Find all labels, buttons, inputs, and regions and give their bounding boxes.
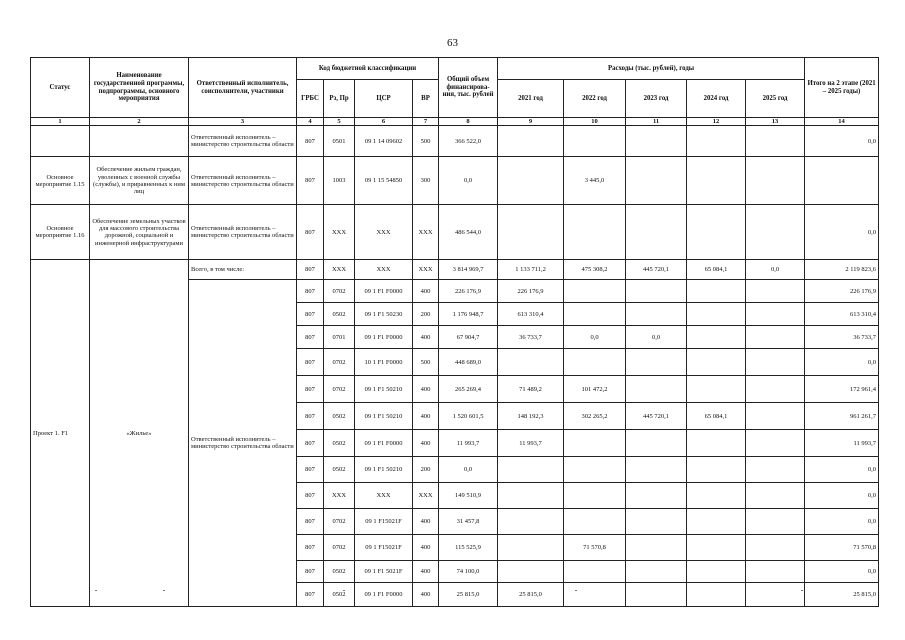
cell-name [90, 126, 189, 157]
cell-2023: 445 720,1 [626, 260, 687, 280]
cell-vr: 200 [413, 303, 439, 326]
cell-sum: 0,0 [805, 205, 879, 260]
cell-rzpr: 0502 [324, 430, 355, 457]
cell-2024 [687, 509, 746, 535]
cell-csr: 09 1 15 54850 [355, 157, 413, 205]
cell-2023: 0,0 [626, 326, 687, 349]
cell-grbs: 807 [297, 280, 324, 303]
cell-total: 74 100,0 [439, 561, 498, 583]
cell-2023 [626, 205, 687, 260]
cell-2024 [687, 303, 746, 326]
cell-total: 3 814 969,7 [439, 260, 498, 280]
cell-2025 [746, 457, 805, 483]
cell-csr: 09 1 F1 F0000 [355, 430, 413, 457]
cell-2021: 71 489,2 [498, 376, 564, 403]
cell-2021 [498, 483, 564, 509]
cell-vr: 400 [413, 561, 439, 583]
cell-2025 [746, 535, 805, 561]
cell-2021 [498, 205, 564, 260]
cell-vr: 400 [413, 583, 439, 607]
cell-rzpr: 0502 [324, 583, 355, 607]
cell-responsible: Ответственный исполнитель – министерство строительства области [189, 157, 297, 205]
header-2022: 2022 год [564, 80, 626, 118]
cell-2022 [564, 349, 626, 376]
cell-sum: 2 119 823,6 [805, 260, 879, 280]
cell-rzpr: 0701 [324, 326, 355, 349]
cell-2024: 65 084,1 [687, 260, 746, 280]
cell-vr: 400 [413, 535, 439, 561]
cell-2021 [498, 126, 564, 157]
cell-2024 [687, 349, 746, 376]
cell-2023: 445 720,1 [626, 403, 687, 430]
table-row [31, 157, 879, 205]
cell-2021 [498, 535, 564, 561]
page-number: 63 [447, 37, 458, 49]
cell-2023 [626, 157, 687, 205]
cell-name: Обеспечение жильем граждан, уволенных с военной службы (службы), и приравненных к ним лиц [90, 157, 189, 205]
cell-2023 [626, 457, 687, 483]
cell-2021 [498, 561, 564, 583]
scan-specks [0, 590, 905, 600]
cell-vr: XXX [413, 483, 439, 509]
cell-csr: 09 1 F1 F0000 [355, 280, 413, 303]
column-number: 8 [439, 118, 498, 126]
cell-total: 0,0 [439, 157, 498, 205]
header-2023: 2023 год [626, 80, 687, 118]
header-2025: 2025 год [746, 80, 805, 118]
cell-2025 [746, 483, 805, 509]
cell-vr: 500 [413, 349, 439, 376]
cell-2023 [626, 280, 687, 303]
cell-grbs: 807 [297, 157, 324, 205]
cell-total: 1 176 948,7 [439, 303, 498, 326]
cell-rzpr: XXX [324, 260, 355, 280]
cell-vr: 400 [413, 376, 439, 403]
cell-csr: 10 1 F1 F0000 [355, 349, 413, 376]
cell-responsible: Всего, в том числе: [189, 260, 297, 280]
column-number: 2 [90, 118, 189, 126]
table-row [31, 126, 879, 157]
cell-grbs: 807 [297, 535, 324, 561]
cell-status: Основное мероприятие 1.15 [31, 157, 90, 205]
cell-total: 31 457,8 [439, 509, 498, 535]
cell-sum: 0,0 [805, 126, 879, 157]
cell-total: 1 520 601,5 [439, 403, 498, 430]
column-number: 10 [564, 118, 626, 126]
cell-total: 448 689,0 [439, 349, 498, 376]
cell-2022: 302 265,2 [564, 403, 626, 430]
cell-2021: 1 133 711,2 [498, 260, 564, 280]
cell-sum: 961 261,7 [805, 403, 879, 430]
cell-vr: XXX [413, 260, 439, 280]
cell-rzpr: XXX [324, 483, 355, 509]
cell-rzpr: XXX [324, 205, 355, 260]
cell-2024 [687, 376, 746, 403]
cell-csr: 09 1 F1 50230 [355, 303, 413, 326]
cell-sum: 0,0 [805, 457, 879, 483]
cell-2023 [626, 483, 687, 509]
cell-2022 [564, 205, 626, 260]
cell-grbs: 807 [297, 326, 324, 349]
cell-csr: XXX [355, 205, 413, 260]
table-row [31, 205, 879, 260]
cell-csr: 09 1 F15021F [355, 509, 413, 535]
cell-sum: 226 176,9 [805, 280, 879, 303]
cell-csr: 09 1 F1 5021F [355, 561, 413, 583]
cell-csr: 09 1 14 09602 [355, 126, 413, 157]
cell-responsible: Ответственный исполнитель – министерство строительства области [189, 280, 297, 607]
cell-total: 0,0 [439, 457, 498, 483]
cell-2022 [564, 303, 626, 326]
cell-rzpr: 0702 [324, 280, 355, 303]
header-expenses: Расходы (тыс. рублей), годы [498, 58, 805, 80]
cell-csr: XXX [355, 260, 413, 280]
cell-vr: 400 [413, 280, 439, 303]
cell-total: 11 993,7 [439, 430, 498, 457]
cell-total: 366 522,0 [439, 126, 498, 157]
cell-rzpr: 1003 [324, 157, 355, 205]
cell-2021: 226 176,9 [498, 280, 564, 303]
cell-sum [805, 157, 879, 205]
cell-status: Проект 1. F1 [31, 260, 90, 607]
cell-total: 226 176,9 [439, 280, 498, 303]
cell-vr: 400 [413, 509, 439, 535]
cell-2022 [564, 561, 626, 583]
column-number: 14 [805, 118, 879, 126]
cell-2025 [746, 157, 805, 205]
cell-rzpr: 0702 [324, 349, 355, 376]
cell-2024 [687, 205, 746, 260]
cell-2023 [626, 535, 687, 561]
header-rzpr: Рз, Пр [324, 80, 355, 118]
column-number: 1 [31, 118, 90, 126]
cell-2023 [626, 430, 687, 457]
cell-2024 [687, 126, 746, 157]
budget-table [30, 57, 879, 607]
cell-2023 [626, 349, 687, 376]
cell-grbs: 807 [297, 561, 324, 583]
cell-vr: 400 [413, 326, 439, 349]
cell-name: Обеспечение земельных участков для массового строительства дорожной, социальной и инженерной инфраструктурами [90, 205, 189, 260]
cell-2025: 0,0 [746, 260, 805, 280]
header-responsible: Ответственный исполнитель, соисполнители, участники [189, 58, 297, 118]
column-number: 6 [355, 118, 413, 126]
cell-rzpr: 0502 [324, 403, 355, 430]
cell-vr: 500 [413, 126, 439, 157]
column-number: 12 [687, 118, 746, 126]
cell-2025 [746, 126, 805, 157]
cell-2022 [564, 430, 626, 457]
cell-2021: 11 993,7 [498, 430, 564, 457]
cell-sum: 613 310,4 [805, 303, 879, 326]
cell-rzpr: 0702 [324, 535, 355, 561]
cell-2021 [498, 349, 564, 376]
header-total: Общий объем финансирова-ния, тыс. рублей [439, 58, 498, 118]
cell-rzpr: 0502 [324, 303, 355, 326]
cell-2023 [626, 509, 687, 535]
header-result: Итого на 2 этапе (2021 – 2025 годы) [805, 58, 879, 118]
header-2024: 2024 год [687, 80, 746, 118]
cell-2024: 65 084,1 [687, 403, 746, 430]
cell-2021: 613 310,4 [498, 303, 564, 326]
cell-grbs: 807 [297, 509, 324, 535]
cell-total: 67 904,7 [439, 326, 498, 349]
cell-grbs: 807 [297, 260, 324, 280]
cell-grbs: 807 [297, 349, 324, 376]
cell-csr: 09 1 F1 50210 [355, 403, 413, 430]
cell-grbs: 807 [297, 457, 324, 483]
cell-csr: 09 1 F1 50210 [355, 457, 413, 483]
cell-csr: 09 1 F1 F0000 [355, 326, 413, 349]
cell-2021 [498, 157, 564, 205]
cell-2021: 148 192,3 [498, 403, 564, 430]
cell-2022 [564, 483, 626, 509]
cell-2021: 25 815,0 [498, 583, 564, 607]
cell-vr: 200 [413, 457, 439, 483]
cell-2025 [746, 205, 805, 260]
cell-total: 486 544,0 [439, 205, 498, 260]
cell-total: 265 269,4 [439, 376, 498, 403]
cell-2025 [746, 326, 805, 349]
cell-2022 [564, 280, 626, 303]
cell-2025 [746, 509, 805, 535]
scan-speck [575, 590, 577, 591]
cell-csr: 09 1 F15021F [355, 535, 413, 561]
header-budget-code: Код бюджетной классификации [297, 58, 439, 80]
cell-2025 [746, 280, 805, 303]
cell-2025 [746, 376, 805, 403]
cell-sum: 172 961,4 [805, 376, 879, 403]
cell-vr: 400 [413, 430, 439, 457]
cell-grbs: 807 [297, 483, 324, 509]
header-name: Наименование государственной программы, подпрограммы, основного мероприятия [90, 58, 189, 118]
header-vr: ВР [413, 80, 439, 118]
cell-sum: 0,0 [805, 483, 879, 509]
cell-total: 149 510,9 [439, 483, 498, 509]
column-number: 5 [324, 118, 355, 126]
cell-2022: 71 570,8 [564, 535, 626, 561]
column-number: 9 [498, 118, 564, 126]
cell-2025 [746, 403, 805, 430]
cell-2024 [687, 326, 746, 349]
cell-responsible: Ответственный исполнитель – министерство строительства области [189, 205, 297, 260]
cell-grbs: 807 [297, 583, 324, 607]
scan-speck [343, 590, 345, 591]
cell-grbs: 807 [297, 376, 324, 403]
cell-2023 [626, 126, 687, 157]
cell-2021 [498, 509, 564, 535]
cell-2021 [498, 457, 564, 483]
cell-2025 [746, 561, 805, 583]
cell-grbs: 807 [297, 430, 324, 457]
cell-grbs: 807 [297, 403, 324, 430]
cell-2022: 101 472,2 [564, 376, 626, 403]
header-csr: ЦСР [355, 80, 413, 118]
header-status: Статус [31, 58, 90, 118]
column-number: 13 [746, 118, 805, 126]
column-number: 3 [189, 118, 297, 126]
cell-status: Основное мероприятие 1.16 [31, 205, 90, 260]
cell-csr: 09 1 F1 50210 [355, 376, 413, 403]
cell-2024 [687, 430, 746, 457]
column-number: 7 [413, 118, 439, 126]
scan-speck [163, 590, 165, 591]
cell-2024 [687, 157, 746, 205]
cell-sum: 0,0 [805, 561, 879, 583]
cell-2022: 0,0 [564, 326, 626, 349]
column-number: 11 [626, 118, 687, 126]
cell-rzpr: 0702 [324, 509, 355, 535]
cell-csr: 09 1 F1 F0000 [355, 583, 413, 607]
header-2021: 2021 год [498, 80, 564, 118]
cell-2025 [746, 303, 805, 326]
cell-2023 [626, 303, 687, 326]
cell-sum: 25 815,0 [805, 583, 879, 607]
cell-2024 [687, 535, 746, 561]
column-number: 4 [297, 118, 324, 126]
cell-sum: 71 570,8 [805, 535, 879, 561]
cell-grbs: 807 [297, 205, 324, 260]
cell-2025 [746, 430, 805, 457]
cell-2022: 3 445,0 [564, 157, 626, 205]
scan-speck [95, 590, 97, 591]
header-grbs: ГРБС [297, 80, 324, 118]
cell-2022 [564, 457, 626, 483]
cell-rzpr: 0502 [324, 457, 355, 483]
cell-sum: 36 733,7 [805, 326, 879, 349]
cell-responsible: Ответственный исполнитель – министерство строительства области [189, 126, 297, 157]
cell-sum: 0,0 [805, 349, 879, 376]
table-row [31, 260, 879, 280]
cell-csr: XXX [355, 483, 413, 509]
cell-2024 [687, 561, 746, 583]
cell-vr: 400 [413, 403, 439, 430]
cell-2021: 36 733,7 [498, 326, 564, 349]
cell-total: 115 525,9 [439, 535, 498, 561]
cell-name: «Жилье» [90, 260, 189, 607]
cell-2022 [564, 126, 626, 157]
cell-sum: 0,0 [805, 509, 879, 535]
cell-rzpr: 0702 [324, 376, 355, 403]
cell-grbs: 807 [297, 303, 324, 326]
cell-sum: 11 993,7 [805, 430, 879, 457]
cell-2024 [687, 457, 746, 483]
cell-2024 [687, 483, 746, 509]
cell-2023 [626, 376, 687, 403]
cell-total: 25 815,0 [439, 583, 498, 607]
cell-status [31, 126, 90, 157]
scan-speck [801, 590, 803, 591]
cell-2025 [746, 349, 805, 376]
cell-2022 [564, 509, 626, 535]
cell-vr: 300 [413, 157, 439, 205]
cell-rzpr: 0502 [324, 561, 355, 583]
cell-grbs: 807 [297, 126, 324, 157]
cell-2022: 475 308,2 [564, 260, 626, 280]
cell-vr: XXX [413, 205, 439, 260]
cell-2023 [626, 561, 687, 583]
column-number-row [31, 118, 879, 126]
cell-2024 [687, 280, 746, 303]
cell-rzpr: 0501 [324, 126, 355, 157]
